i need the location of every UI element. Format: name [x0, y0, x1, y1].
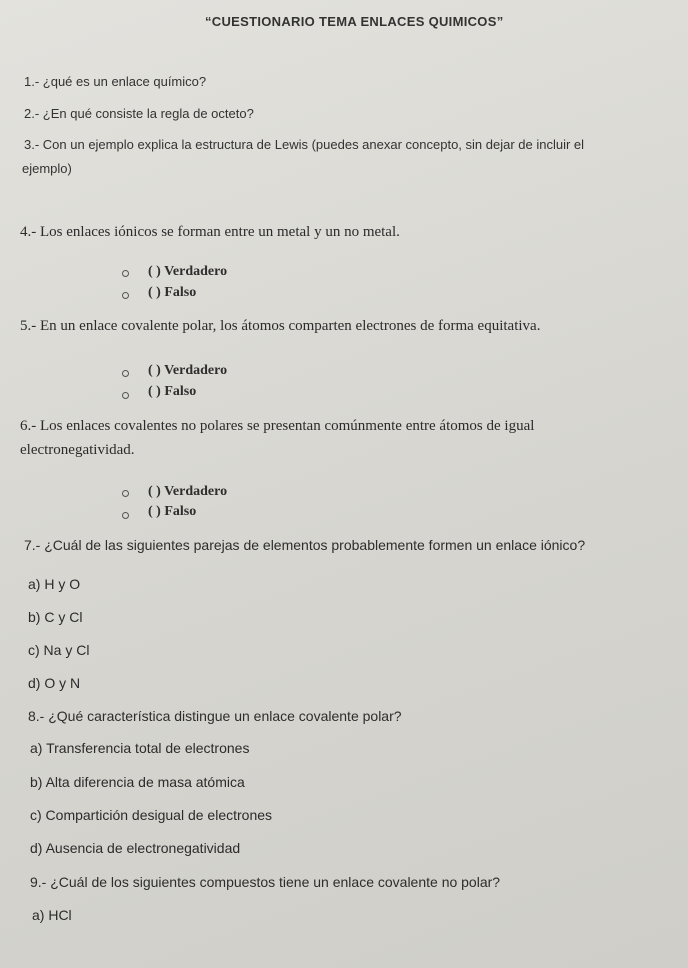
bullet-icon: [122, 392, 129, 399]
question-5: 5.- En un enlace covalente polar, los átomos comparten electrones de forma equitativa.: [20, 318, 541, 334]
q7-choice-b[interactable]: b) C y Cl: [28, 609, 83, 625]
q5-option-false[interactable]: ( ) Falso: [148, 384, 197, 399]
q8-choice-c[interactable]: c) Compartición desigual de electrones: [30, 807, 273, 823]
page-title: “CUESTIONARIO TEMA ENLACES QUIMICOS”: [205, 14, 504, 29]
question-7: 7.- ¿Cuál de las siguientes parejas de elementos probablemente formen un enlace iónico?: [24, 537, 586, 553]
question-9: 9.- ¿Cuál de los siguientes compuestos tiene un enlace covalente no polar?: [30, 874, 501, 890]
q9-choice-a[interactable]: a) HCl: [32, 907, 72, 923]
question-2: 2.- ¿En qué consiste la regla de octeto?: [24, 106, 254, 121]
question-3-line-2: ejemplo): [22, 161, 72, 176]
question-1: 1.- ¿qué es un enlace químico?: [24, 74, 207, 89]
q7-choice-d[interactable]: d) O y N: [28, 675, 81, 691]
q8-choice-b[interactable]: b) Alta diferencia de masa atómica: [30, 774, 245, 790]
q4-option-true[interactable]: ( ) Verdadero: [148, 264, 228, 279]
bullet-icon: [122, 490, 129, 497]
q7-choice-a[interactable]: a) H y O: [28, 576, 81, 592]
bullet-icon: [122, 512, 129, 519]
q7-choice-c[interactable]: c) Na y Cl: [28, 642, 90, 658]
q8-choice-d[interactable]: d) Ausencia de electronegatividad: [30, 840, 241, 856]
question-8: 8.- ¿Qué característica distingue un enlace covalente polar?: [28, 708, 402, 724]
q4-option-false[interactable]: ( ) Falso: [148, 285, 197, 300]
q8-choice-a[interactable]: a) Transferencia total de electrones: [30, 740, 250, 756]
question-3-line-1: 3.- Con un ejemplo explica la estructura de Lewis (puedes anexar concepto, sin dejar de incluir el: [24, 137, 585, 152]
question-4: 4.- Los enlaces iónicos se forman entre un metal y un no metal.: [20, 224, 400, 240]
bullet-icon: [122, 292, 129, 299]
q6-option-true[interactable]: ( ) Verdadero: [148, 484, 228, 499]
question-6-line-2: electronegatividad.: [20, 442, 135, 458]
q6-option-false[interactable]: ( ) Falso: [148, 504, 197, 519]
bullet-icon: [122, 270, 129, 277]
bullet-icon: [122, 370, 129, 377]
q5-option-true[interactable]: ( ) Verdadero: [148, 363, 228, 378]
question-6-line-1: 6.- Los enlaces covalentes no polares se presentan comúnmente entre átomos de igual: [20, 418, 535, 434]
